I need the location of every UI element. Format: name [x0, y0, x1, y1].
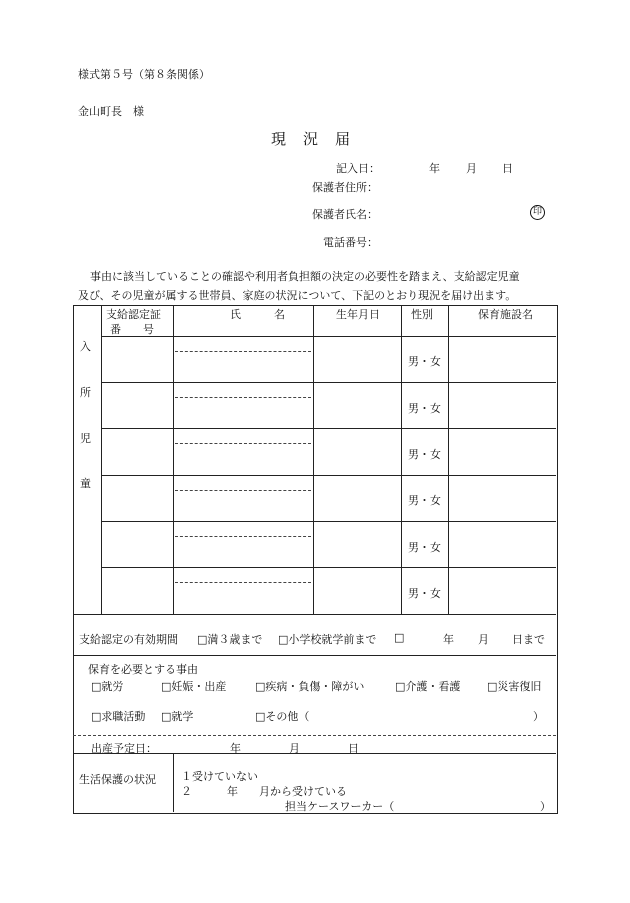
validity-opt-school[interactable]: □小学校就学前まで — [278, 633, 377, 646]
reason-other[interactable]: □その他（ — [255, 710, 310, 723]
sex-option[interactable]: 男・女 — [408, 494, 441, 507]
col-facility: 保育施設名 — [478, 308, 533, 321]
sex-option[interactable]: 男・女 — [408, 402, 441, 415]
col-birth: 生年月日 — [336, 308, 380, 321]
entry-date-label: 記入日： — [336, 162, 380, 175]
sex-option[interactable]: 男・女 — [408, 587, 441, 600]
caseworker-label: 担当ケースワーカー（ — [285, 800, 395, 813]
side-label-2: 所 — [80, 386, 91, 399]
reason-employment[interactable]: □就労 — [91, 680, 124, 693]
col-cert-line2: 番 号 — [110, 323, 154, 336]
reason-disaster[interactable]: □災害復旧 — [487, 680, 542, 693]
due-year: 年 — [230, 742, 241, 755]
col-sex: 性別 — [411, 308, 433, 321]
validity-month: 月 — [478, 633, 489, 646]
welfare-label: 生活保護の状況 — [79, 773, 156, 786]
form-number: 様式第５号（第８条関係） — [78, 68, 210, 81]
validity-opt-date[interactable]: □ — [394, 631, 405, 644]
phone-label: 電話番号： — [323, 236, 378, 249]
validity-day-until: 日まで — [512, 633, 545, 646]
validity-opt-3yrs[interactable]: □満３歳まで — [197, 633, 263, 646]
welfare-opt2-num[interactable]: ２ — [181, 785, 192, 798]
sex-option[interactable]: 男・女 — [408, 448, 441, 461]
sex-option[interactable]: 男・女 — [408, 355, 441, 368]
caseworker-close: ） — [540, 800, 551, 813]
col-name: 氏 名 — [230, 308, 285, 321]
welfare-opt2-year: 年 — [227, 785, 238, 798]
side-label-3: 児 — [80, 432, 91, 445]
welfare-opt2-rest: 月から受けている — [259, 785, 347, 798]
validity-year: 年 — [443, 633, 454, 646]
due-month: 月 — [289, 742, 300, 755]
due-day: 日 — [348, 742, 359, 755]
validity-label: 支給認定の有効期間 — [79, 633, 178, 646]
reason-pregnancy[interactable]: □妊娠・出産 — [161, 680, 227, 693]
col-cert-line1: 支給認定証 — [106, 308, 161, 321]
guardian-address-label: 保護者住所： — [312, 181, 378, 194]
reasons-label: 保育を必要とする事由 — [88, 663, 198, 676]
reason-care[interactable]: □介護・看護 — [395, 680, 461, 693]
addressee: 金山町長 様 — [78, 105, 144, 118]
page-title: 現 況 届 — [271, 130, 352, 148]
due-date-label: 出産予定日： — [91, 742, 157, 755]
sex-option[interactable]: 男・女 — [408, 541, 441, 554]
reason-other-close: ） — [533, 710, 544, 723]
guardian-name-label: 保護者氏名： — [312, 208, 378, 221]
reason-study[interactable]: □就学 — [161, 710, 194, 723]
intro-line-2: 及び、その児童が属する世帯員、家庭の状況について、下記のとおり現況を届け出ます。 — [78, 289, 517, 302]
reason-job-seeking[interactable]: □求職活動 — [91, 710, 146, 723]
entry-year: 年 — [429, 162, 440, 175]
seal-mark: 印 — [530, 205, 545, 220]
reason-illness[interactable]: □疾病・負傷・障がい — [255, 680, 365, 693]
side-label-4: 童 — [80, 477, 91, 490]
side-label-1: 入 — [80, 340, 91, 353]
entry-day: 日 — [502, 162, 513, 175]
entry-month: 月 — [466, 162, 477, 175]
welfare-not-receiving[interactable]: １受けていない — [181, 770, 258, 783]
intro-line-1: 事由に該当していることの確認や利用者負担額の決定の必要性を踏まえ、支給認定児童 — [90, 270, 520, 283]
